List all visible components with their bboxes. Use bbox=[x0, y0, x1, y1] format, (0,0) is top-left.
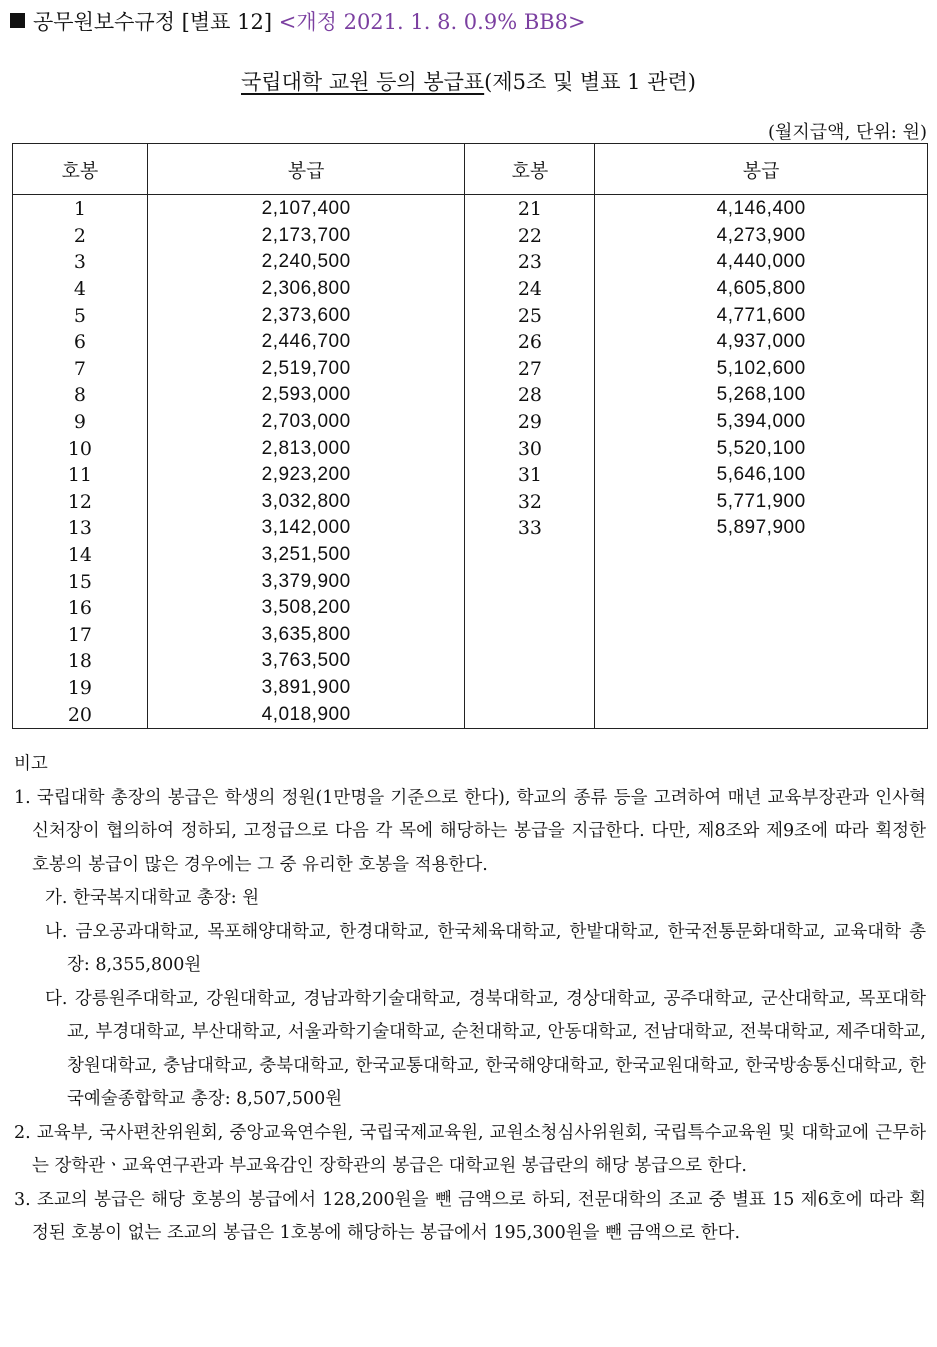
cell-step-left: 18 bbox=[13, 648, 148, 675]
page-title bbox=[0, 66, 937, 96]
cell-pay-right bbox=[595, 675, 928, 702]
cell-step-right: 25 bbox=[465, 302, 595, 329]
cell-step-left: 16 bbox=[13, 595, 148, 622]
cell-step-right bbox=[465, 622, 595, 649]
table-row bbox=[13, 701, 928, 728]
cell-step-left: 15 bbox=[13, 568, 148, 595]
cell-pay-right bbox=[595, 568, 928, 595]
cell-step-right bbox=[465, 568, 595, 595]
table-header-row bbox=[13, 144, 928, 195]
cell-pay-left: 2,306,800 bbox=[147, 276, 465, 303]
cell-step-left: 14 bbox=[13, 542, 148, 569]
cell-step-left: 13 bbox=[13, 515, 148, 542]
cell-pay-left: 3,635,800 bbox=[147, 622, 465, 649]
cell-pay-right: 4,146,400 bbox=[595, 195, 928, 223]
cell-step-right bbox=[465, 648, 595, 675]
table-row bbox=[13, 515, 928, 542]
cell-pay-right: 5,771,900 bbox=[595, 489, 928, 516]
table-row bbox=[13, 223, 928, 250]
cell-pay-left: 3,763,500 bbox=[147, 648, 465, 675]
cell-pay-left: 4,018,900 bbox=[147, 701, 465, 728]
cell-pay-left: 2,173,700 bbox=[147, 223, 465, 250]
cell-pay-left: 2,373,600 bbox=[147, 302, 465, 329]
cell-pay-right bbox=[595, 701, 928, 728]
cell-step-left: 4 bbox=[13, 276, 148, 303]
cell-step-right: 27 bbox=[465, 356, 595, 383]
table-row bbox=[13, 622, 928, 649]
cell-step-left: 1 bbox=[13, 195, 148, 223]
document-header bbox=[10, 6, 586, 36]
unit-note: (월지급액, 단위: 원) bbox=[768, 122, 927, 143]
cell-pay-left: 2,593,000 bbox=[147, 382, 465, 409]
cell-step-right: 29 bbox=[465, 409, 595, 436]
cell-pay-left: 2,107,400 bbox=[147, 195, 465, 223]
cell-pay-right: 4,605,800 bbox=[595, 276, 928, 303]
table-row bbox=[13, 435, 928, 462]
cell-step-left: 10 bbox=[13, 435, 148, 462]
black-square-icon bbox=[10, 13, 25, 28]
cell-pay-left: 3,508,200 bbox=[147, 595, 465, 622]
table-row bbox=[13, 302, 928, 329]
cell-pay-left: 2,519,700 bbox=[147, 356, 465, 383]
table-row bbox=[13, 489, 928, 516]
cell-pay-right: 5,646,100 bbox=[595, 462, 928, 489]
table-row bbox=[13, 648, 928, 675]
cell-pay-right: 4,771,600 bbox=[595, 302, 928, 329]
table-row bbox=[13, 276, 928, 303]
cell-step-right: 32 bbox=[465, 489, 595, 516]
cell-pay-left: 2,703,000 bbox=[147, 409, 465, 436]
cell-pay-left: 3,142,000 bbox=[147, 515, 465, 542]
header-step-left: 호봉 bbox=[13, 144, 148, 195]
header-label: 공무원보수규정 [별표 12] bbox=[33, 10, 273, 34]
cell-step-right: 28 bbox=[465, 382, 595, 409]
cell-step-left: 20 bbox=[13, 701, 148, 728]
cell-step-right: 23 bbox=[465, 249, 595, 276]
cell-pay-right: 5,520,100 bbox=[595, 435, 928, 462]
note-2: 2. 교육부, 국사편찬위원회, 중앙교육연수원, 국립국제교육원, 교원소청심사위원회, 국립특수교육원 및 대학교에 근무하는 장학관ㆍ교육연구관과 부교육감인 장학관의 봉급은 대학교원 봉급란의 해당 봉급으로 한다. bbox=[14, 1122, 926, 1176]
note-1-item-da: 다. 강릉원주대학교, 강원대학교, 경남과학기술대학교, 경북대학교, 경상대학교, 공주대학교, 군산대학교, 목포대학교, 부경대학교, 부산대학교, 서울과학기술대학교, 순천대학교, 안동대학교, 전남대학교, 전북대학교, 제주대학교, 창원대학교, 충남대학교, 충북대학교, 한국교통대학교, 한국해양대학교, 한국교원대학교, 한국방송통신대학교, 한국예술종합학교 총장: 8,507,500원 bbox=[45, 988, 926, 1109]
note-1-item-na: 나. 금오공과대학교, 목포해양대학교, 한경대학교, 한국체육대학교, 한밭대학교, 한국전통문화대학교, 교육대학 총장: 8,355,800원 bbox=[45, 921, 926, 975]
cell-pay-left: 3,032,800 bbox=[147, 489, 465, 516]
note-1: 1. 국립대학 총장의 봉급은 학생의 정원(1만명을 기준으로 한다), 학교의 종류 등을 고려하여 매년 교육부장관과 인사혁신처장이 협의하여 정하되, 고정급으로 다음 각 목에 해당하는 봉급을 지급한다. 다만, 제8조와 제9조에 따라 획정한 호봉의 봉급이 많은 경우에는 그 중 유리한 호봉을 적용한다. bbox=[14, 787, 926, 875]
cell-step-left: 2 bbox=[13, 223, 148, 250]
cell-step-right: 30 bbox=[465, 435, 595, 462]
cell-pay-left: 2,813,000 bbox=[147, 435, 465, 462]
salary-table-body bbox=[13, 195, 928, 729]
cell-step-right: 21 bbox=[465, 195, 595, 223]
table-row bbox=[13, 195, 928, 223]
cell-pay-right: 5,394,000 bbox=[595, 409, 928, 436]
table-row bbox=[13, 329, 928, 356]
cell-step-right: 31 bbox=[465, 462, 595, 489]
cell-pay-right: 5,268,100 bbox=[595, 382, 928, 409]
cell-step-right bbox=[465, 701, 595, 728]
table-row bbox=[13, 409, 928, 436]
cell-step-left: 19 bbox=[13, 675, 148, 702]
revision-note: <개정 2021. 1. 8. 0.9% BB8> bbox=[278, 10, 586, 34]
cell-step-left: 5 bbox=[13, 302, 148, 329]
table-row bbox=[13, 356, 928, 383]
cell-pay-left: 2,240,500 bbox=[147, 249, 465, 276]
cell-step-left: 17 bbox=[13, 622, 148, 649]
cell-step-left: 9 bbox=[13, 409, 148, 436]
title-sub: (제5조 및 별표 1 관련) bbox=[484, 70, 696, 94]
notes-heading: 비고 bbox=[14, 754, 48, 774]
cell-step-right: 33 bbox=[465, 515, 595, 542]
salary-table bbox=[12, 143, 928, 729]
note-3: 3. 조교의 봉급은 해당 호봉의 봉급에서 128,200원을 뺀 금액으로 하되, 전문대학의 조교 중 별표 15 제6호에 따라 획정된 호봉이 없는 조교의 봉급은 1호봉에 해당하는 봉급에서 195,300원을 뺀 금액으로 한다. bbox=[14, 1189, 926, 1243]
cell-pay-right: 4,440,000 bbox=[595, 249, 928, 276]
cell-step-left: 11 bbox=[13, 462, 148, 489]
cell-step-left: 3 bbox=[13, 249, 148, 276]
cell-pay-right bbox=[595, 648, 928, 675]
table-row bbox=[13, 382, 928, 409]
cell-pay-right bbox=[595, 622, 928, 649]
table-row bbox=[13, 542, 928, 569]
table-row bbox=[13, 249, 928, 276]
title-main: 국립대학 교원 등의 봉급표 bbox=[241, 70, 485, 94]
cell-step-right: 26 bbox=[465, 329, 595, 356]
cell-pay-right: 4,273,900 bbox=[595, 223, 928, 250]
cell-step-right: 22 bbox=[465, 223, 595, 250]
header-pay-left: 봉급 bbox=[147, 144, 465, 195]
cell-pay-right: 5,102,600 bbox=[595, 356, 928, 383]
cell-step-right bbox=[465, 542, 595, 569]
table-row bbox=[13, 595, 928, 622]
cell-step-left: 12 bbox=[13, 489, 148, 516]
cell-pay-left: 3,251,500 bbox=[147, 542, 465, 569]
cell-step-left: 7 bbox=[13, 356, 148, 383]
cell-pay-right bbox=[595, 542, 928, 569]
table-row bbox=[13, 462, 928, 489]
cell-pay-left: 3,379,900 bbox=[147, 568, 465, 595]
cell-pay-right: 4,937,000 bbox=[595, 329, 928, 356]
cell-step-left: 8 bbox=[13, 382, 148, 409]
cell-pay-right: 5,897,900 bbox=[595, 515, 928, 542]
cell-step-right bbox=[465, 595, 595, 622]
table-row bbox=[13, 675, 928, 702]
cell-pay-left: 2,923,200 bbox=[147, 462, 465, 489]
header-pay-right: 봉급 bbox=[595, 144, 928, 195]
cell-pay-right bbox=[595, 595, 928, 622]
header-step-right: 호봉 bbox=[465, 144, 595, 195]
cell-step-right: 24 bbox=[465, 276, 595, 303]
cell-pay-left: 3,891,900 bbox=[147, 675, 465, 702]
table-row bbox=[13, 568, 928, 595]
note-1-item-ga: 가. 한국복지대학교 총장: 원 bbox=[45, 888, 260, 908]
notes-section bbox=[14, 748, 926, 1251]
cell-pay-left: 2,446,700 bbox=[147, 329, 465, 356]
cell-step-left: 6 bbox=[13, 329, 148, 356]
cell-step-right bbox=[465, 675, 595, 702]
